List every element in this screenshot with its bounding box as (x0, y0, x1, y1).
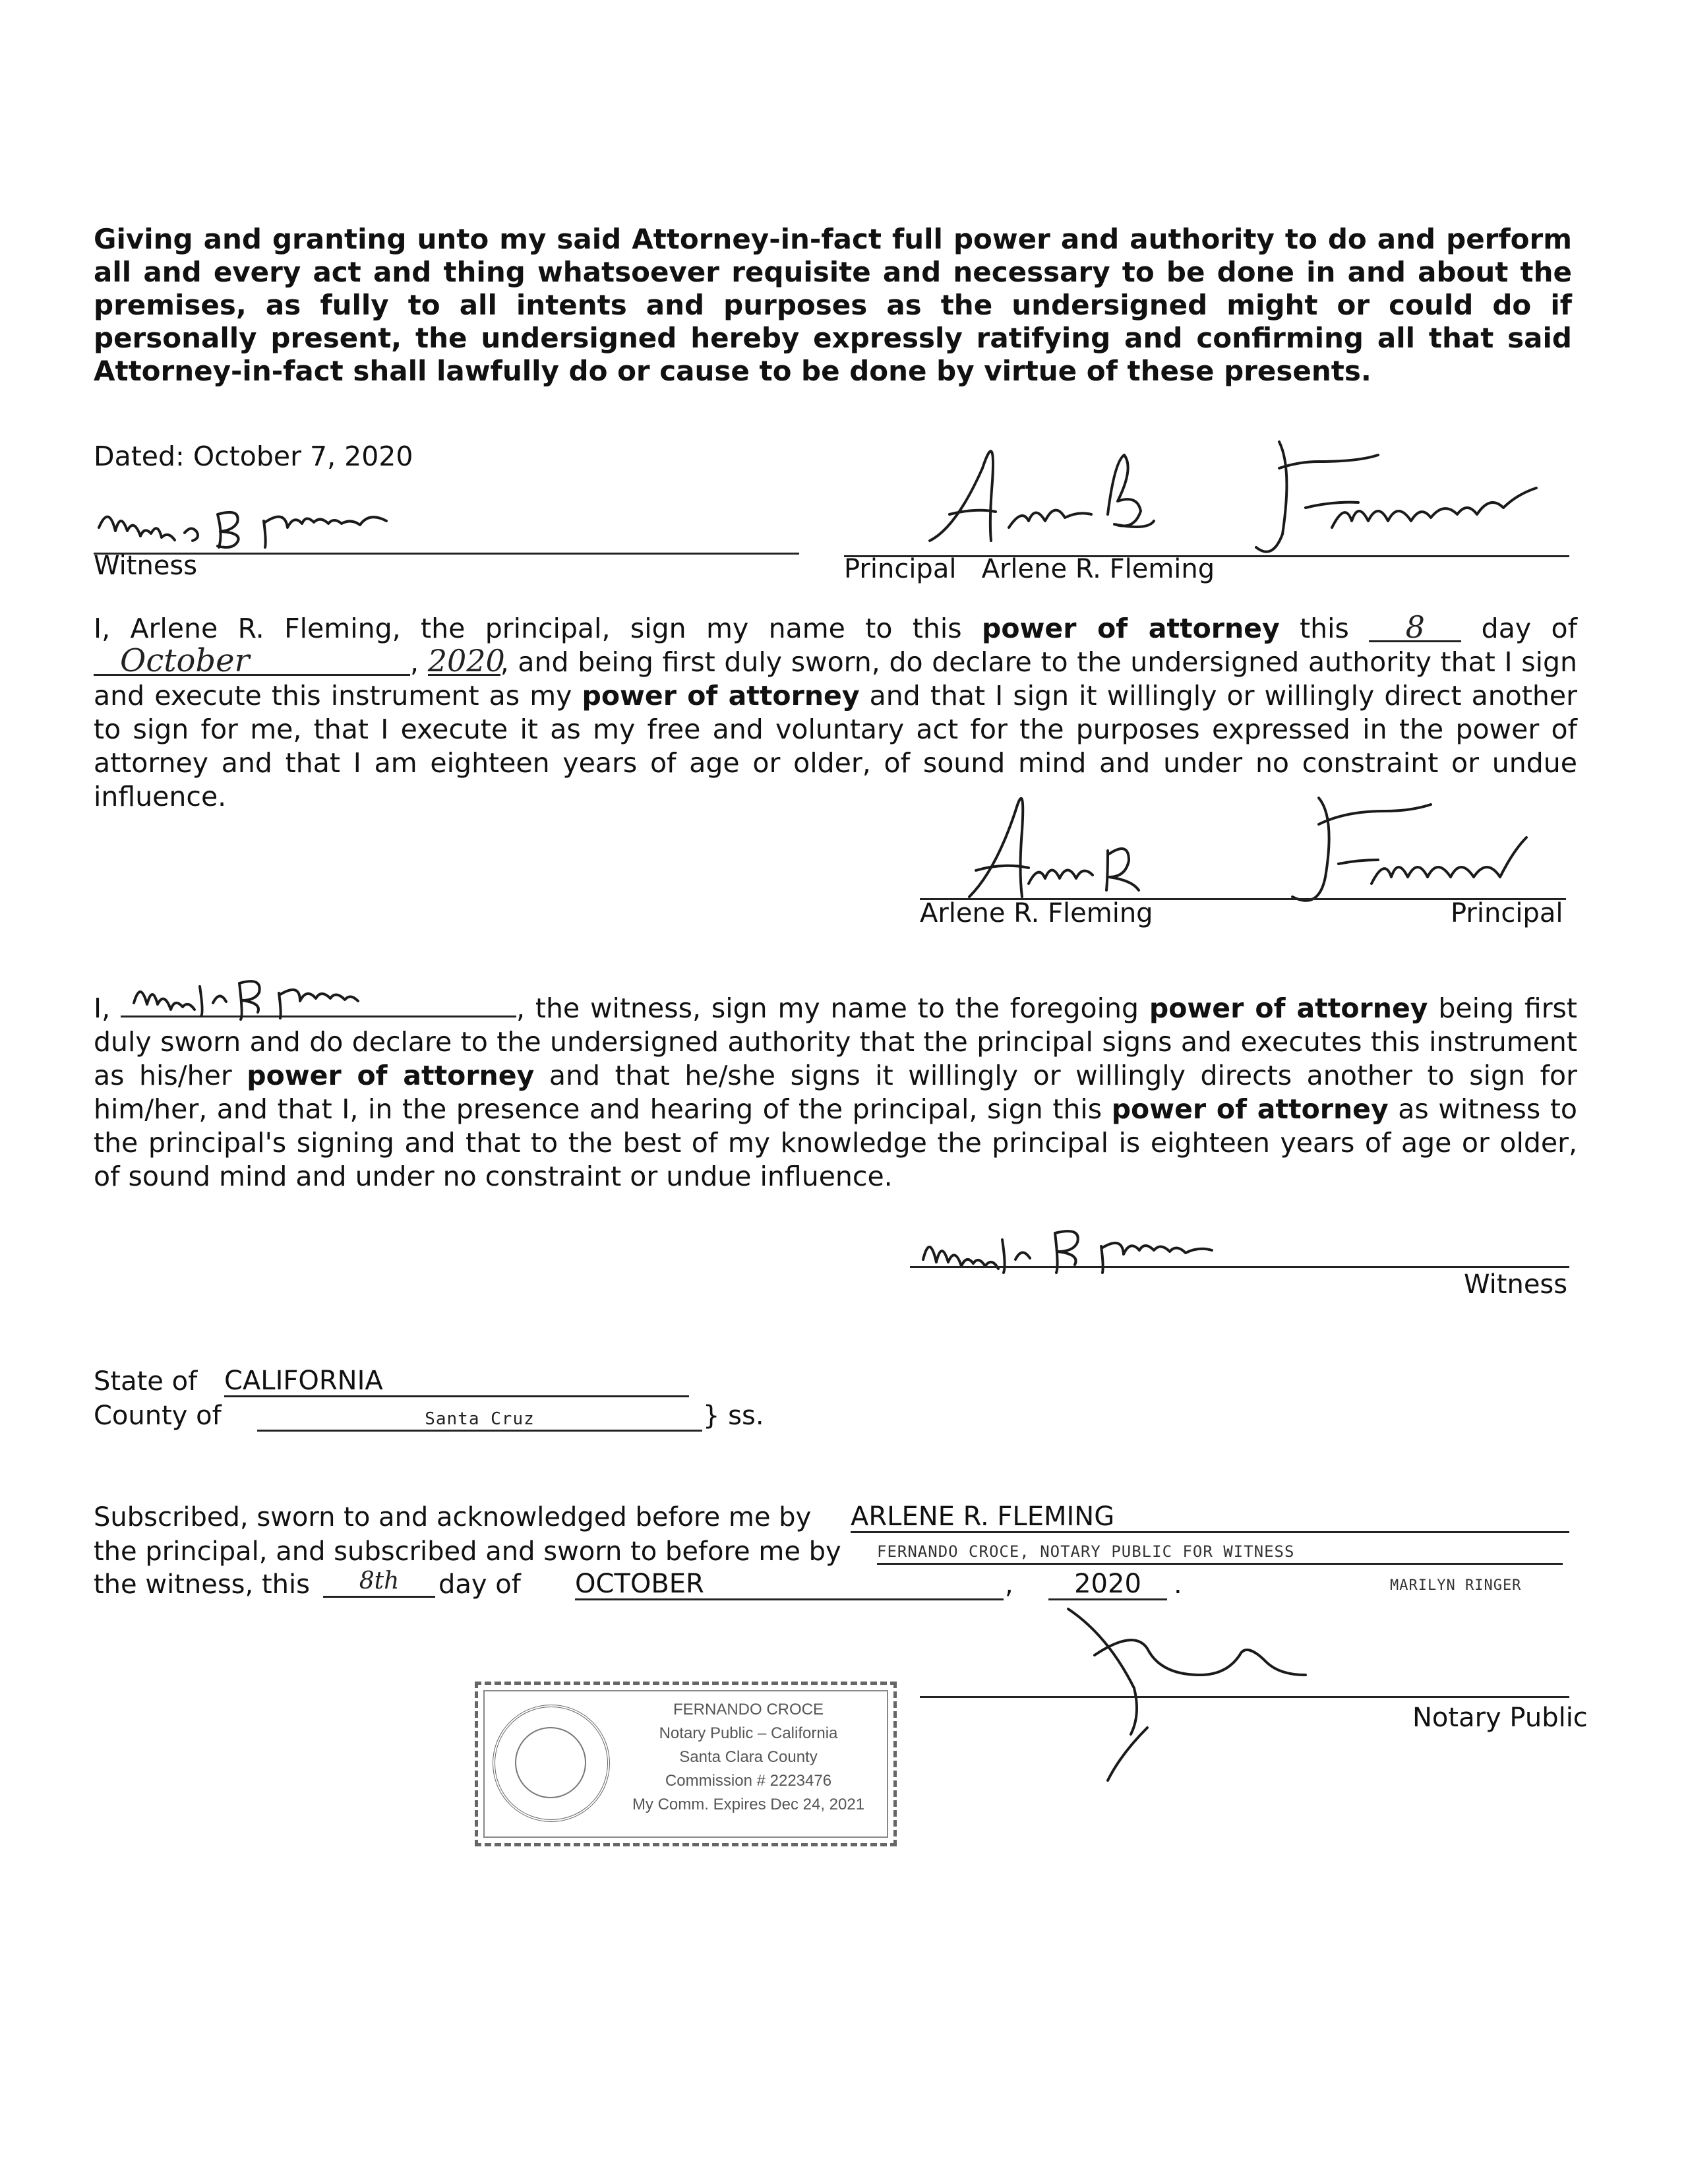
witness-signature-2 (910, 1213, 1306, 1286)
stamp-title: Notary Public – California (659, 1724, 838, 1742)
witness-signature-1 (92, 488, 422, 561)
county-label: County of (94, 1401, 222, 1431)
witness-declaration: I, , the witness, sign my name to the foregoing power of attorney being first duly sworn and do declare to the undersigned authority that the principal signs and executes this instrument as his/her power of attorney and that he/she signs it willingly or willingly directs another to sign for him/her, and that I, in the presence and hearing of the principal, sign this power of attorney as witness to the principal's signing and that to the best of my knowledge the principal is eighteen years of age or older, of sound mind and under no constraint or undue influence. (94, 989, 1577, 1194)
witness-name-field (121, 989, 516, 1017)
stamp-name: FERNANDO CROCE (673, 1701, 824, 1718)
notary-stamp (475, 1682, 897, 1846)
county-value: Santa Cruz (257, 1409, 702, 1432)
notary-line-1: Subscribed, sworn to and acknowledged before me by (94, 1502, 812, 1532)
notary-day: 8th (323, 1567, 435, 1598)
notary-line-3a: the witness, this (94, 1569, 310, 1600)
dated-line: Dated: October 7, 2020 (94, 440, 413, 472)
principal-sig-label: Principal (1451, 898, 1563, 928)
notary-year: 2020 (1048, 1569, 1167, 1600)
stamp-expires: My Comm. Expires Dec 24, 2021 (632, 1796, 865, 1813)
notary-principal-value: ARLENE R. FLEMING (851, 1502, 1569, 1533)
notary-signature (1055, 1596, 1332, 1794)
ss-label: } ss. (703, 1401, 764, 1431)
principal-month-field: October (94, 648, 410, 676)
notary-public-label: Notary Public (1412, 1703, 1588, 1733)
principal-day-field: 8 (1369, 614, 1461, 642)
granting-paragraph: Giving and granting unto my said Attorney-in-fact full power and authority to do and perform all and every act and thing whatsoever requisite and necessary to be done in and about the premises, as fully to all intents and purposes as the undersigned might or could do if personally present, the undersigned hereby expressly ratifying and confirming all that said Attorney-in-fact shall lawfully do or cause to be done by virtue of these presents. (94, 223, 1572, 387)
notary-witness-value: FERNANDO CROCE, NOTARY PUBLIC FOR WITNESS (877, 1540, 1563, 1565)
notary-month: OCTOBER (575, 1569, 1004, 1600)
principal-label-1 (844, 554, 1215, 584)
state-seal-icon (493, 1705, 610, 1822)
notary-line (920, 1696, 1569, 1698)
principal-name: Arlene R. Fleming (981, 554, 1215, 584)
witness-line-2 (910, 1266, 1569, 1268)
witness-line-1 (94, 553, 799, 555)
state-value: CALIFORNIA (224, 1366, 689, 1397)
witness-name-signature (121, 967, 490, 1019)
stamp-county: Santa Clara County (679, 1748, 818, 1766)
principal-year-field: 2020 (427, 643, 505, 679)
witness-label-2: Witness (1464, 1269, 1568, 1300)
notary-line-2: the principal, and subscribed and sworn to before me by (94, 1536, 841, 1567)
principal-sig-name: Arlene R. Fleming (920, 898, 1153, 928)
principal-label: Principal (844, 554, 957, 584)
notary-witness-value-2: MARILYN RINGER (1390, 1577, 1522, 1594)
principal-declaration: I, Arlene R. Fleming, the principal, sign my name to this power of attorney this 8 day of October , 2020, and being first duly sworn, do declare to the undersigned authority that I sign and execute this instrument as my power of attorney and that I sign it willingly or willingly direct another to sign for me, that I execute it as my free and voluntary act for the purposes expressed in the power of attorney and that I am eighteen years of age or older, of sound mind and under no constraint or undue influence. (94, 609, 1578, 812)
stamp-commission: Commission # 2223476 (665, 1772, 832, 1790)
witness-label-1: Witness (94, 551, 198, 581)
notary-line-3b: day of (438, 1569, 521, 1600)
state-label: State of (94, 1366, 198, 1397)
principal-signature-1 (910, 429, 1582, 567)
